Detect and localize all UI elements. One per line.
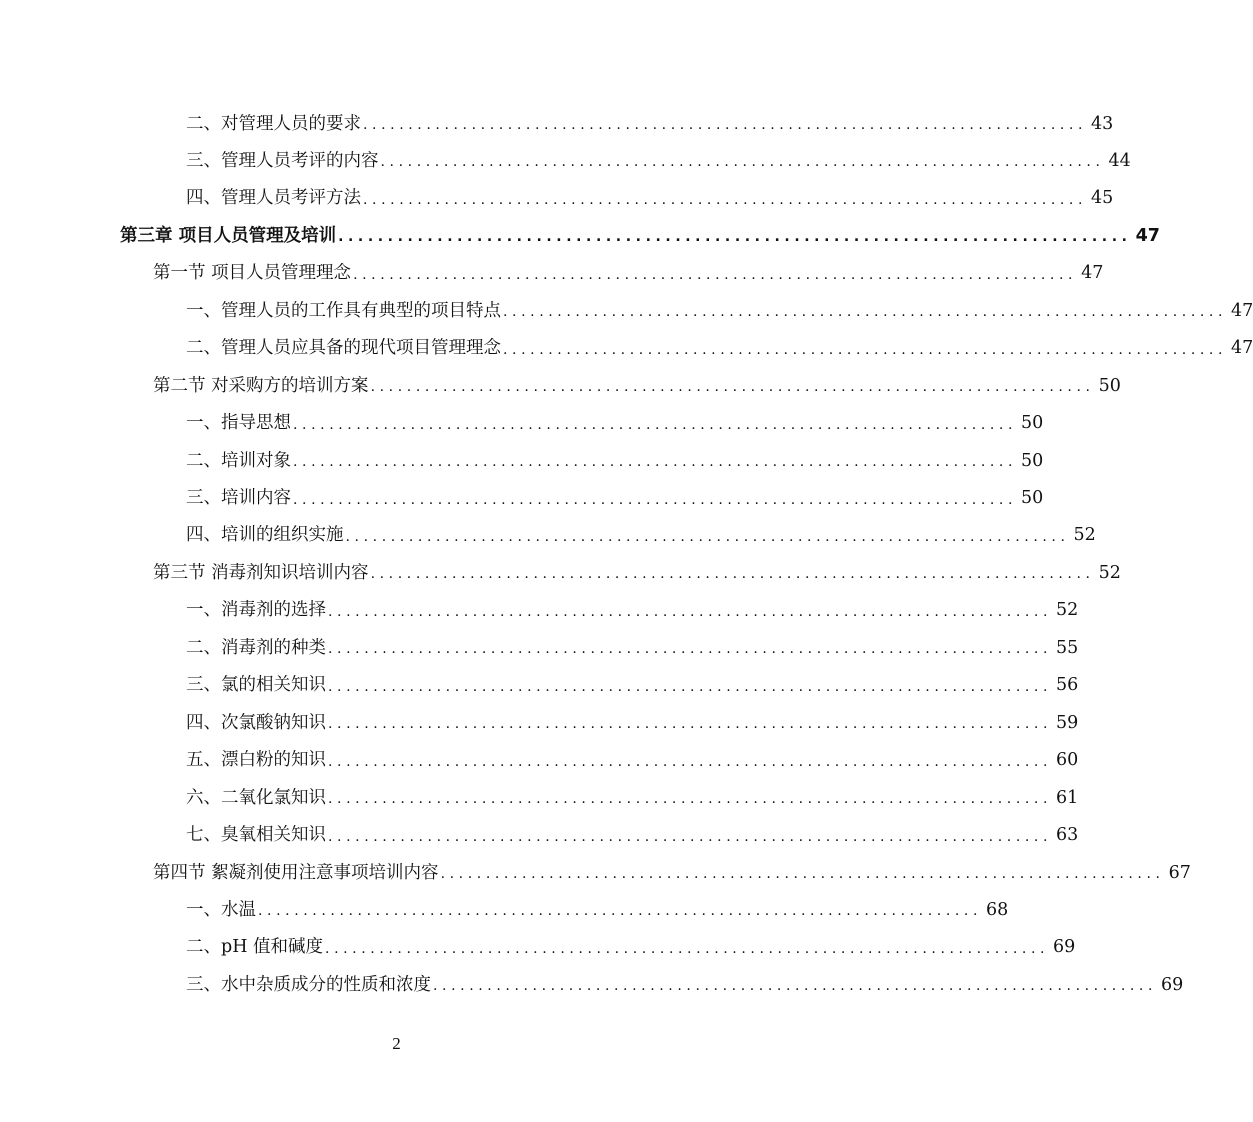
toc-entry-label: 二、管理人员应具备的现代项目管理理念 bbox=[186, 338, 501, 359]
toc-dot-leader: ................................................................................ bbox=[353, 266, 1078, 283]
toc-dot-leader: ................................................................................ bbox=[370, 566, 1095, 583]
toc-entry[interactable] bbox=[186, 777, 1079, 808]
toc-dot-leader: ................................................................................ bbox=[363, 117, 1088, 133]
toc-entry[interactable] bbox=[186, 290, 1253, 321]
toc-dot-leader: ................................................................................ bbox=[370, 379, 1095, 396]
toc-dot-leader: ................................................................................ bbox=[328, 678, 1053, 695]
toc-dot-leader: ................................................................................ bbox=[328, 753, 1053, 770]
toc-entry[interactable] bbox=[186, 478, 1044, 508]
toc-entry-label: 第三节 消毒剂知识培训内容 bbox=[153, 562, 369, 583]
toc-dot-leader: ................................................................................ bbox=[328, 641, 1053, 658]
toc-dot-leader: ................................................................................ bbox=[328, 603, 1053, 620]
toc-dot-leader: ................................................................................ bbox=[433, 978, 1158, 995]
page-number: 2 bbox=[392, 1034, 401, 1053]
toc-entry-page: 55 bbox=[1056, 637, 1079, 658]
toc-dot-leader: ................................................................................ bbox=[328, 828, 1053, 845]
toc-entry-page: 69 bbox=[1161, 974, 1184, 995]
toc-entry-page: 50 bbox=[1021, 450, 1044, 471]
toc-dot-leader: ................................................................................ bbox=[345, 528, 1070, 545]
toc-entry[interactable] bbox=[186, 440, 1044, 471]
toc-entry-label: 二、培训对象 bbox=[186, 450, 291, 471]
toc-entry-label: 三、培训内容 bbox=[186, 488, 291, 508]
toc-entry[interactable] bbox=[120, 215, 1160, 246]
toc-entry[interactable] bbox=[186, 740, 1079, 771]
toc-entry[interactable] bbox=[186, 515, 1096, 546]
toc-entry[interactable] bbox=[186, 889, 1009, 920]
toc-dot-leader: ................................................................................ bbox=[293, 491, 1018, 508]
toc-entry-label: 一、水温 bbox=[186, 899, 256, 920]
toc-entry[interactable] bbox=[153, 852, 1191, 883]
toc-entry-label: 四、次氯酸钠知识 bbox=[186, 712, 326, 733]
toc-dot-leader: ................................................................................ bbox=[503, 304, 1228, 321]
toc-entry-label: 四、培训的组织实施 bbox=[186, 525, 344, 546]
toc-dot-leader: ................................................................................ bbox=[325, 940, 1050, 957]
toc-entry-label: 第四节 絮凝剂使用注意事项培训内容 bbox=[153, 862, 439, 883]
toc-entry-label: 二、对管理人员的要求 bbox=[186, 113, 361, 134]
toc-entry-label: 五、漂白粉的知识 bbox=[186, 750, 326, 771]
toc-entry-page: 47 bbox=[1081, 263, 1104, 284]
toc-entry[interactable] bbox=[186, 627, 1079, 658]
toc-entry-page: 61 bbox=[1056, 787, 1079, 808]
toc-entry[interactable] bbox=[186, 178, 1114, 209]
toc-dot-leader: ................................................................................ bbox=[258, 903, 983, 920]
toc-entry-page: 50 bbox=[1098, 375, 1121, 396]
toc-entry-page: 60 bbox=[1056, 750, 1079, 771]
toc-entry-page: 50 bbox=[1021, 488, 1044, 508]
toc-entry-label: 四、管理人员考评方法 bbox=[186, 188, 361, 209]
toc-entry-label: 三、氯的相关知识 bbox=[186, 675, 326, 696]
toc-entry-page: 59 bbox=[1056, 712, 1079, 733]
toc-dot-leader: ................................................................................ bbox=[328, 791, 1053, 808]
toc-entry-label: 第一节 项目人员管理理念 bbox=[153, 263, 352, 284]
toc-entry[interactable] bbox=[186, 927, 1076, 958]
toc-entry[interactable] bbox=[153, 253, 1104, 284]
toc-entry-label: 六、二氧化氯知识 bbox=[186, 787, 326, 808]
toc-entry-page: 63 bbox=[1056, 825, 1079, 846]
toc-entry[interactable] bbox=[153, 552, 1121, 583]
toc-entry-page: 67 bbox=[1168, 862, 1191, 883]
toc-entry-label: 一、指导思想 bbox=[186, 413, 291, 434]
toc-entry[interactable] bbox=[186, 815, 1079, 846]
toc-dot-leader: ................................................................................ bbox=[293, 454, 1018, 471]
toc-entry[interactable] bbox=[186, 590, 1079, 621]
toc-entry-page: 56 bbox=[1056, 675, 1079, 696]
toc-entry[interactable] bbox=[186, 140, 1131, 171]
toc-dot-leader: ................................................................................ bbox=[328, 716, 1053, 733]
toc-entry-label: 二、消毒剂的种类 bbox=[186, 637, 326, 658]
toc-entry-page: 68 bbox=[986, 899, 1009, 920]
toc-entry-page: 52 bbox=[1073, 525, 1096, 546]
toc-entry-page: 52 bbox=[1098, 562, 1121, 583]
toc-entry-page: 45 bbox=[1091, 188, 1114, 209]
toc-entry-page: 47 bbox=[1135, 225, 1160, 246]
toc-entry-label: 二、pH 值和碱度 bbox=[186, 937, 324, 958]
toc-dot-leader: ................................................................................ bbox=[363, 191, 1088, 208]
toc-entry-label: 一、管理人员的工作具有典型的项目特点 bbox=[186, 300, 501, 321]
toc-entry[interactable] bbox=[186, 964, 1184, 995]
toc-dot-leader: ................................................................................ bbox=[380, 154, 1105, 171]
toc-entry-label: 三、管理人员考评的内容 bbox=[186, 150, 379, 171]
toc-entry-page: 52 bbox=[1056, 600, 1079, 621]
toc-entry-page: 43 bbox=[1091, 113, 1114, 134]
toc-entry-page: 47 bbox=[1231, 338, 1253, 359]
toc-entry[interactable] bbox=[186, 702, 1079, 733]
toc-entry-label: 第二节 对采购方的培训方案 bbox=[153, 375, 369, 396]
toc-entry[interactable] bbox=[186, 403, 1044, 434]
toc-entry[interactable] bbox=[186, 328, 1253, 359]
toc-entry-page: 44 bbox=[1108, 150, 1131, 171]
toc-dot-leader: ................................................................................ bbox=[338, 229, 1132, 246]
toc-dot-leader: ................................................................................ bbox=[503, 341, 1228, 358]
toc-entry-page: 69 bbox=[1053, 937, 1076, 958]
toc-entry[interactable] bbox=[153, 365, 1121, 396]
toc-entry-page: 50 bbox=[1021, 413, 1044, 434]
toc-entry-label: 一、消毒剂的选择 bbox=[186, 600, 326, 621]
toc-entry-page: 47 bbox=[1231, 300, 1253, 321]
toc-entry[interactable] bbox=[186, 665, 1079, 696]
toc-entry-label: 三、水中杂质成分的性质和浓度 bbox=[186, 974, 431, 995]
toc-entry[interactable] bbox=[186, 103, 1114, 134]
toc-dot-leader: ................................................................................ bbox=[293, 416, 1018, 433]
toc-entry-label: 第三章 项目人员管理及培训 bbox=[120, 225, 337, 246]
toc-dot-leader: ................................................................................ bbox=[440, 866, 1165, 882]
toc-entry-label: 七、臭氧相关知识 bbox=[186, 825, 326, 846]
